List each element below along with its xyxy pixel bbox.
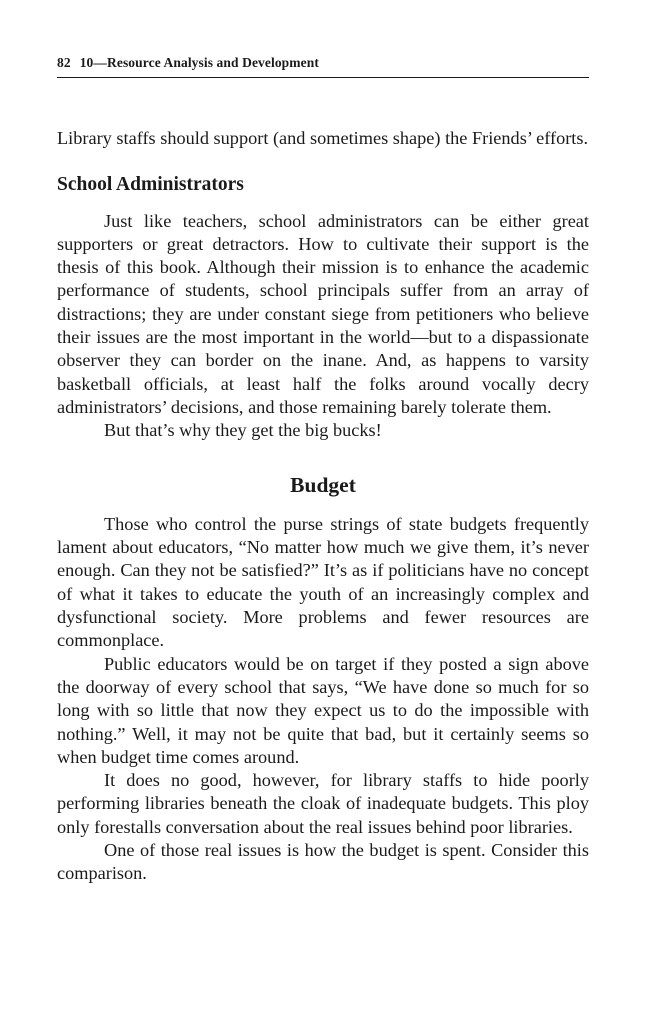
paragraph-budget-1: Those who control the purse strings of state budgets frequently lament about educators, “No matter how much we give them, it’s never enough. Can they not be satisfied?” It’s as if politicians have no concept of what it takes to educate the youth of an increasingly complex and dysfunctional society. More problems and fewer resources are commonplace.: [57, 513, 589, 651]
body-text: [57, 127, 589, 886]
chapter-title: 10—Resource Analysis and Development: [79, 55, 319, 70]
header-rule: [57, 77, 589, 78]
page-number: 82: [57, 55, 71, 70]
section-heading-school-administrators: School Administrators: [57, 174, 244, 196]
paragraph-admins-1: Just like teachers, school administrators can be either great supporters or great detractors. How to cultivate their support is the thesis of this book. Although their mission is to enhance the academic performance of students, school principals suffer from an array of distractions; they are under constant siege from petitioners who believe their issues are the most important in the world—but to a dispassionate observer they can border on the inane. And, as happens to varsity basketball officials, at least half the folks around vocally decry administrators’ decisions, and those remaining barely tolerate them.: [57, 210, 589, 417]
paragraph-admins-2: But that’s why they get the big bucks!: [104, 420, 382, 441]
paragraph-intro: Library staffs should support (and sometimes shape) the Friends’ efforts.: [57, 128, 589, 148]
paragraph-budget-2: Public educators would be on target if they posted a sign above the doorway of every school that says, “We have done so much for so long with so little that now they expect us to do the impossible with nothing.” Well, it may not be quite that bad, but it certainly seems so when budget time comes around.: [57, 653, 589, 767]
section-heading-budget: Budget: [290, 472, 356, 497]
paragraph-budget-3: It does no good, however, for library staffs to hide poorly performing libraries beneath the cloak of inadequate budgets. This ploy only forestalls conversation about the real issues behind poor libraries.: [57, 770, 589, 837]
running-head: [57, 55, 589, 71]
paragraph-budget-4: One of those real issues is how the budget is spent. Consider this comparison.: [57, 840, 589, 884]
